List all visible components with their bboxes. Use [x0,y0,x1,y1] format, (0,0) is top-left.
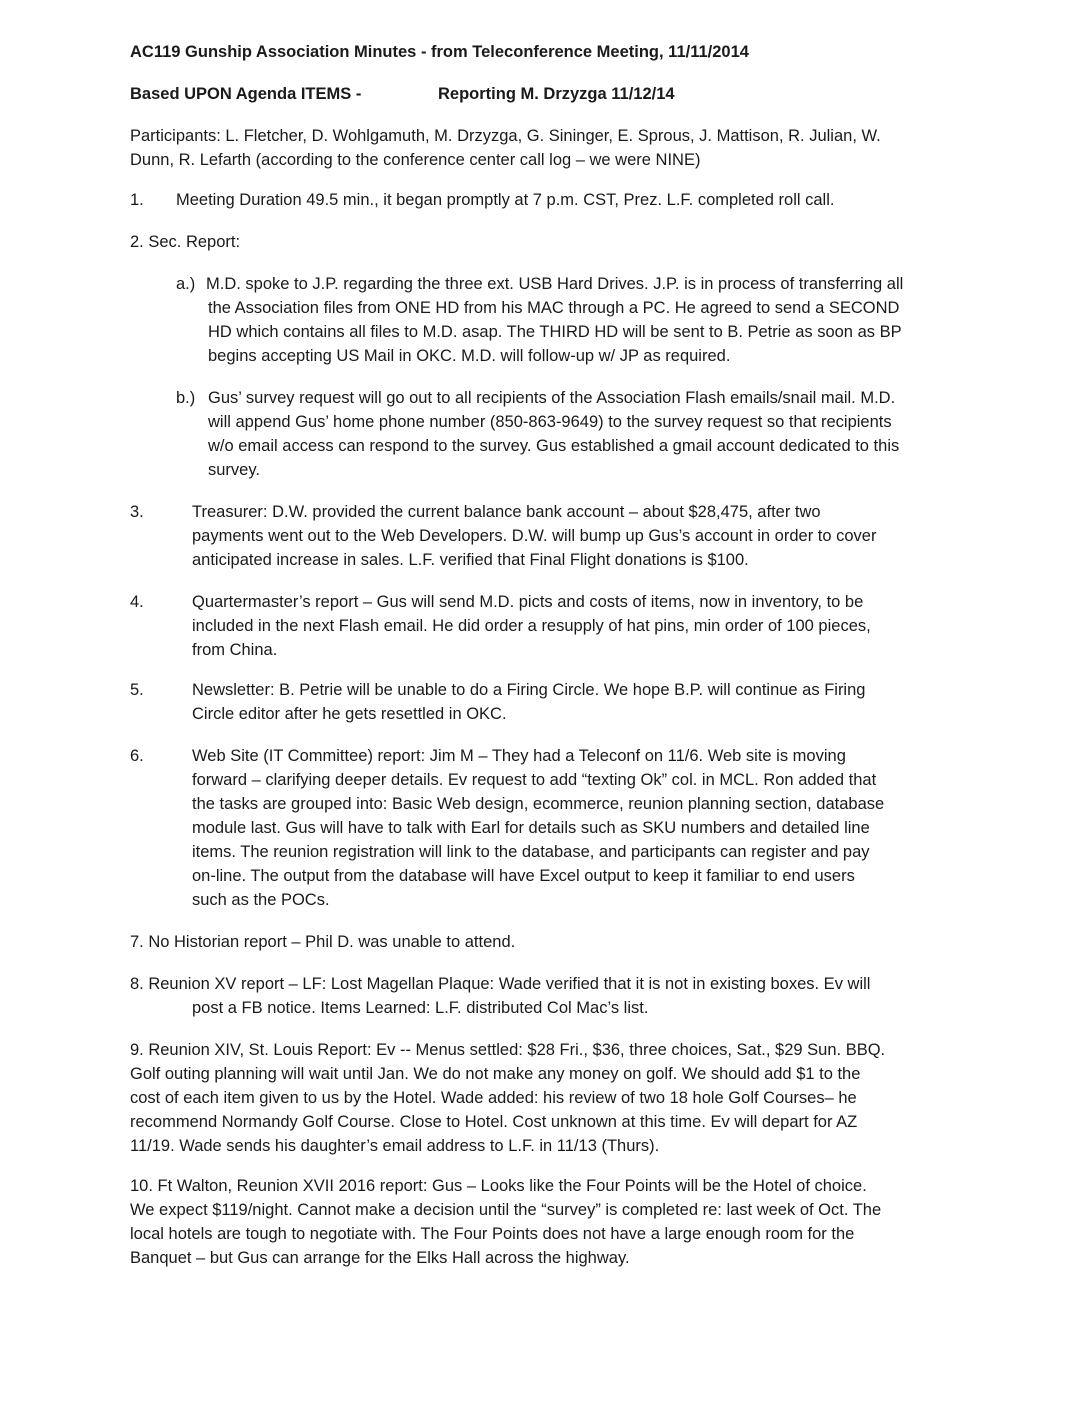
item-line: included in the next Flash email. He did order a resupply of hat pins, min order of 100 pieces, [192,617,871,635]
item-line: begins accepting US Mail in OKC. M.D. will follow-up w/ JP as required. [208,347,731,365]
item-line: Circle editor after he gets resettled in OKC. [192,705,507,723]
item-line: Golf outing planning will wait until Jan. We do not make any money on golf. We should add $1 to the [130,1065,861,1083]
item-5-text [192,678,865,726]
item-2a-text [206,272,903,296]
item-line: payments went out to the Web Developers. D.W. will bump up Gus’s account in order to cover [192,527,877,545]
item-line: We expect $119/night. Cannot make a decision until the “survey” is completed re: last week of Oct. The [130,1201,882,1219]
item-line: anticipated increase in sales. L.F. verified that Final Flight donations is $100. [192,551,749,569]
item-3-text [192,500,876,572]
item-6-text [192,744,884,912]
item-line: items. The reunion registration will link to the database, and participants can register and pay [192,843,870,861]
item-line: from China. [192,641,278,659]
item-line: Web Site (IT Committee) report: Jim M – They had a Teleconf on 11/6. Web site is moving [192,747,846,765]
item-1-number: 1. [130,191,144,209]
item-2b-text [208,386,899,482]
item-9-text [130,1038,885,1158]
item-line: on-line. The output from the database will have Excel output to keep it familiar to end users [192,867,855,885]
item-2a-continuation [208,296,902,368]
item-line: 7. No Historian report – Phil D. was unable to attend. [130,933,516,951]
participants-line: Participants: L. Fletcher, D. Wohlgamuth, M. Drzyzga, G. Sininger, E. Sprous, J. Mattison, R. Julian, W. [130,127,881,145]
item-line: survey. [208,461,260,479]
item-line: Gus’ survey request will go out to all recipients of the Association Flash emails/snail mail. M.D. [208,389,896,407]
item-3-number: 3. [130,503,144,521]
agenda-basis-label: Based UPON Agenda ITEMS - [130,85,362,103]
item-line: 11/19. Wade sends his daughter’s email address to L.F. in 11/13 (Thurs). [130,1137,660,1155]
item-line: Treasurer: D.W. provided the current balance bank account – about $28,475, after two [192,503,821,521]
item-line: 10. Ft Walton, Reunion XVII 2016 report: Gus – Looks like the Four Points will be the Hotel of choice. [130,1177,867,1195]
participants-line: Dunn, R. Lefarth (according to the conference center call log – we were NINE) [130,151,701,169]
item-8-continuation [192,996,648,1020]
item-line: Banquet – but Gus can arrange for the Elks Hall across the highway. [130,1249,630,1267]
item-2a-label: a.) [176,275,196,293]
item-line: local hotels are tough to negotiate with. The Four Points does not have a large enough room for the [130,1225,855,1243]
item-8-first-line [130,972,870,996]
item-line: cost of each item given to us by the Hotel. Wade added: his review of two 18 hole Golf Courses– he [130,1089,857,1107]
item-line: M.D. spoke to J.P. regarding the three ext. USB Hard Drives. J.P. is in process of transferring all [206,275,904,293]
item-line: w/o email access can respond to the survey. Gus established a gmail account dedicated to this [208,437,900,455]
item-4-number: 4. [130,593,144,611]
item-line: the Association files from ONE HD from his MAC through a PC. He agreed to send a SECOND [208,299,900,317]
item-4-text [192,590,871,662]
item-1-text [176,188,834,212]
item-5-number: 5. [130,681,144,699]
item-line: Quartermaster’s report – Gus will send M.D. picts and costs of items, now in inventory, to be [192,593,864,611]
item-line: 8. Reunion XV report – LF: Lost Magellan Plaque: Wade verified that it is not in existing boxes. Ev will [130,975,871,993]
item-line: the tasks are grouped into: Basic Web design, ecommerce, reunion planning section, database [192,795,885,813]
item-2-heading: 2. Sec. Report: [130,233,241,251]
item-line: 9. Reunion XIV, St. Louis Report: Ev -- Menus settled: $28 Fri., $36, three choices, Sat., $29 Sun. BBQ. [130,1041,886,1059]
item-line: post a FB notice. Items Learned: L.F. distributed Col Mac’s list. [192,999,649,1017]
item-line: module last. Gus will have to talk with Earl for details such as SKU numbers and detailed line [192,819,870,837]
item-line: such as the POCs. [192,891,330,909]
document-title: AC119 Gunship Association Minutes - from Teleconference Meeting, 11/11/2014 [130,43,749,61]
item-line: recommend Normandy Golf Course. Close to Hotel. Cost unknown at this time. Ev will depart for AZ [130,1113,858,1131]
item-10-text [130,1174,881,1270]
item-line: HD which contains all files to M.D. asap. The THIRD HD will be sent to B. Petrie as soon as BP [208,323,902,341]
item-line: will append Gus’ home phone number (850-863-9649) to the survey request so that recipients [208,413,892,431]
item-2b-label: b.) [176,389,196,407]
item-6-number: 6. [130,747,144,765]
participants-paragraph [130,124,881,172]
item-line: Newsletter: B. Petrie will be unable to do a Firing Circle. We hope B.P. will continue as Firing [192,681,866,699]
item-line: forward – clarifying deeper details. Ev request to add “texting Ok” col. in MCL. Ron added that [192,771,877,789]
item-line: Meeting Duration 49.5 min., it began promptly at 7 p.m. CST, Prez. L.F. completed roll call. [176,191,835,209]
item-7-text [130,930,515,954]
reporter-line: Reporting M. Drzyzga 11/12/14 [438,85,675,103]
